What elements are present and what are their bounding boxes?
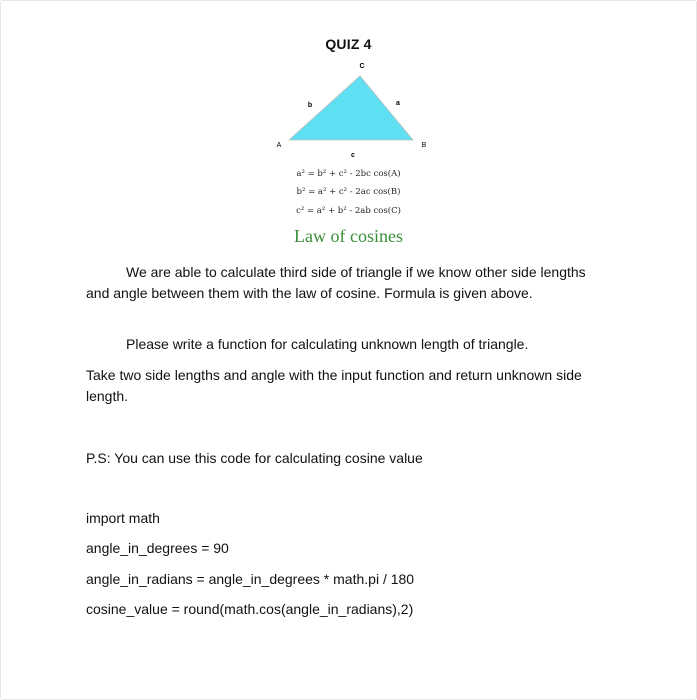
side-b-label: b [307,102,313,109]
code-line-cosine: cosine_value = round(math.cos(angle_in_radians),2) [86,601,414,617]
vertex-b-label: B [421,142,427,149]
code-line-radians: angle_in_radians = angle_in_degrees * math.pi / 180 [86,571,415,587]
vertex-a-label: A [276,142,282,149]
triangle-figure [258,56,438,160]
formula-c: c² = a² + b² - 2ab cos(C) [296,206,401,216]
formula-b: b² = a² + c² - 2ac cos(B) [296,187,401,197]
code-line-import: import math [86,510,160,526]
formula-a: a² = b² + c² - 2bc cos(A) [296,169,401,179]
law-title: Law of cosines [294,226,403,246]
vertex-c-label: C [359,63,365,70]
code-line-degrees: angle_in_degrees = 90 [86,540,229,556]
ps-paragraph: P.S: You can use this code for calculating cosine value [86,450,423,466]
side-c-label: c [351,152,355,159]
details-paragraph: Take two side lengths and angle with the input function and return unknown side length. [86,367,582,404]
task-paragraph: Please write a function for calculating unknown length of triangle. [126,336,529,352]
quiz-title: QUIZ 4 [325,36,372,52]
side-a-label: a [396,100,400,107]
intro-paragraph: We are able to calculate third side of triangle if we know other side lengths and angle between them with the law of cosine. Formula is given above. [86,264,586,301]
